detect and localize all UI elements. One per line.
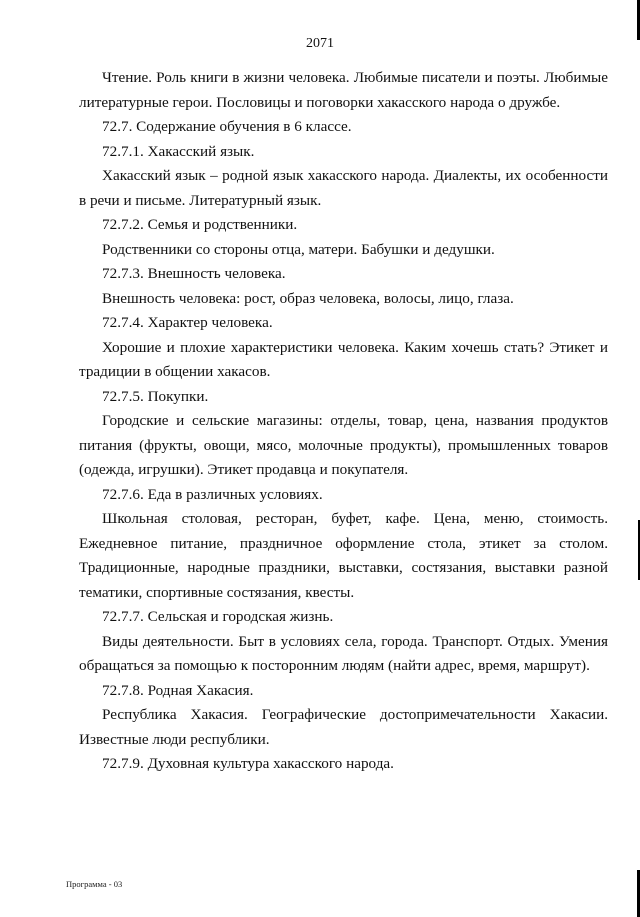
paragraph-reading: Чтение. Роль книги в жизни человека. Любимые писатели и поэты. Любимые литературные герои. Пословицы и поговорки хакасского народа о дружбе. — [79, 69, 608, 111]
paragraph-appearance: Внешность человека: рост, образ человека, волосы, лицо, глаза. — [102, 289, 514, 307]
section-heading-72-7-8: 72.7.8. Родная Хакасия. — [102, 681, 254, 699]
section-heading-72-7-3: 72.7.3. Внешность человека. — [102, 265, 286, 282]
section-heading-72-7-9: 72.7.9. Духовная культура хакасского народа. — [102, 755, 394, 772]
body-text — [79, 66, 608, 777]
paragraph-khakas-language: Хакасский язык – родной язык хакасского народа. Диалекты, их особенности в речи и письме. Литературный язык. — [79, 167, 608, 209]
footer-label: Программа - 03 — [66, 879, 123, 889]
paragraph-character: Хорошие и плохие характеристики человека. Каким хочешь стать? Этикет и традиции в общении хакасов. — [79, 338, 608, 380]
section-heading-72-7-5: 72.7.5. Покупки. — [102, 387, 209, 405]
section-heading-72-7-4: 72.7.4. Характер человека. — [102, 314, 273, 331]
section-heading-72-7-1: 72.7.1. Хакасский язык. — [102, 142, 255, 160]
paragraph-shopping: Городские и сельские магазины: отделы, товар, цена, названия продуктов питания (фрукты, овощи, мясо, молочные продукты), промышленных товаров (одежда, игрушки). Этикет продавца и покупателя. — [79, 412, 608, 478]
section-heading-72-7-6: 72.7.6. Еда в различных условиях. — [102, 485, 323, 503]
section-heading-72-7: 72.7. Содержание обучения в 6 классе. — [102, 118, 352, 135]
section-heading-72-7-2: 72.7.2. Семья и родственники. — [102, 216, 298, 233]
paragraph-native-khakassia: Республика Хакасия. Географические достопримечательности Хакасии. Известные люди республики. — [79, 706, 608, 748]
page-number: 2071 — [306, 36, 334, 51]
paragraph-food: Школьная столовая, ресторан, буфет, кафе. Цена, меню, стоимость. Ежедневное питание, праздничное оформление стола, этикет за столом. Традиционные, народные праздники, выставки, состязания, выставки разной тематики, спортивные состязания, квесты. — [79, 510, 608, 601]
paragraph-rural-urban-life: Виды деятельности. Быт в условиях села, города. Транспорт. Отдых. Умения обращаться за помощью к посторонним людям (найти адрес, время, маршрут). — [79, 632, 608, 674]
paragraph-family: Родственники со стороны отца, матери. Бабушки и дедушки. — [102, 240, 495, 258]
section-heading-72-7-7: 72.7.7. Сельская и городская жизнь. — [102, 608, 334, 625]
